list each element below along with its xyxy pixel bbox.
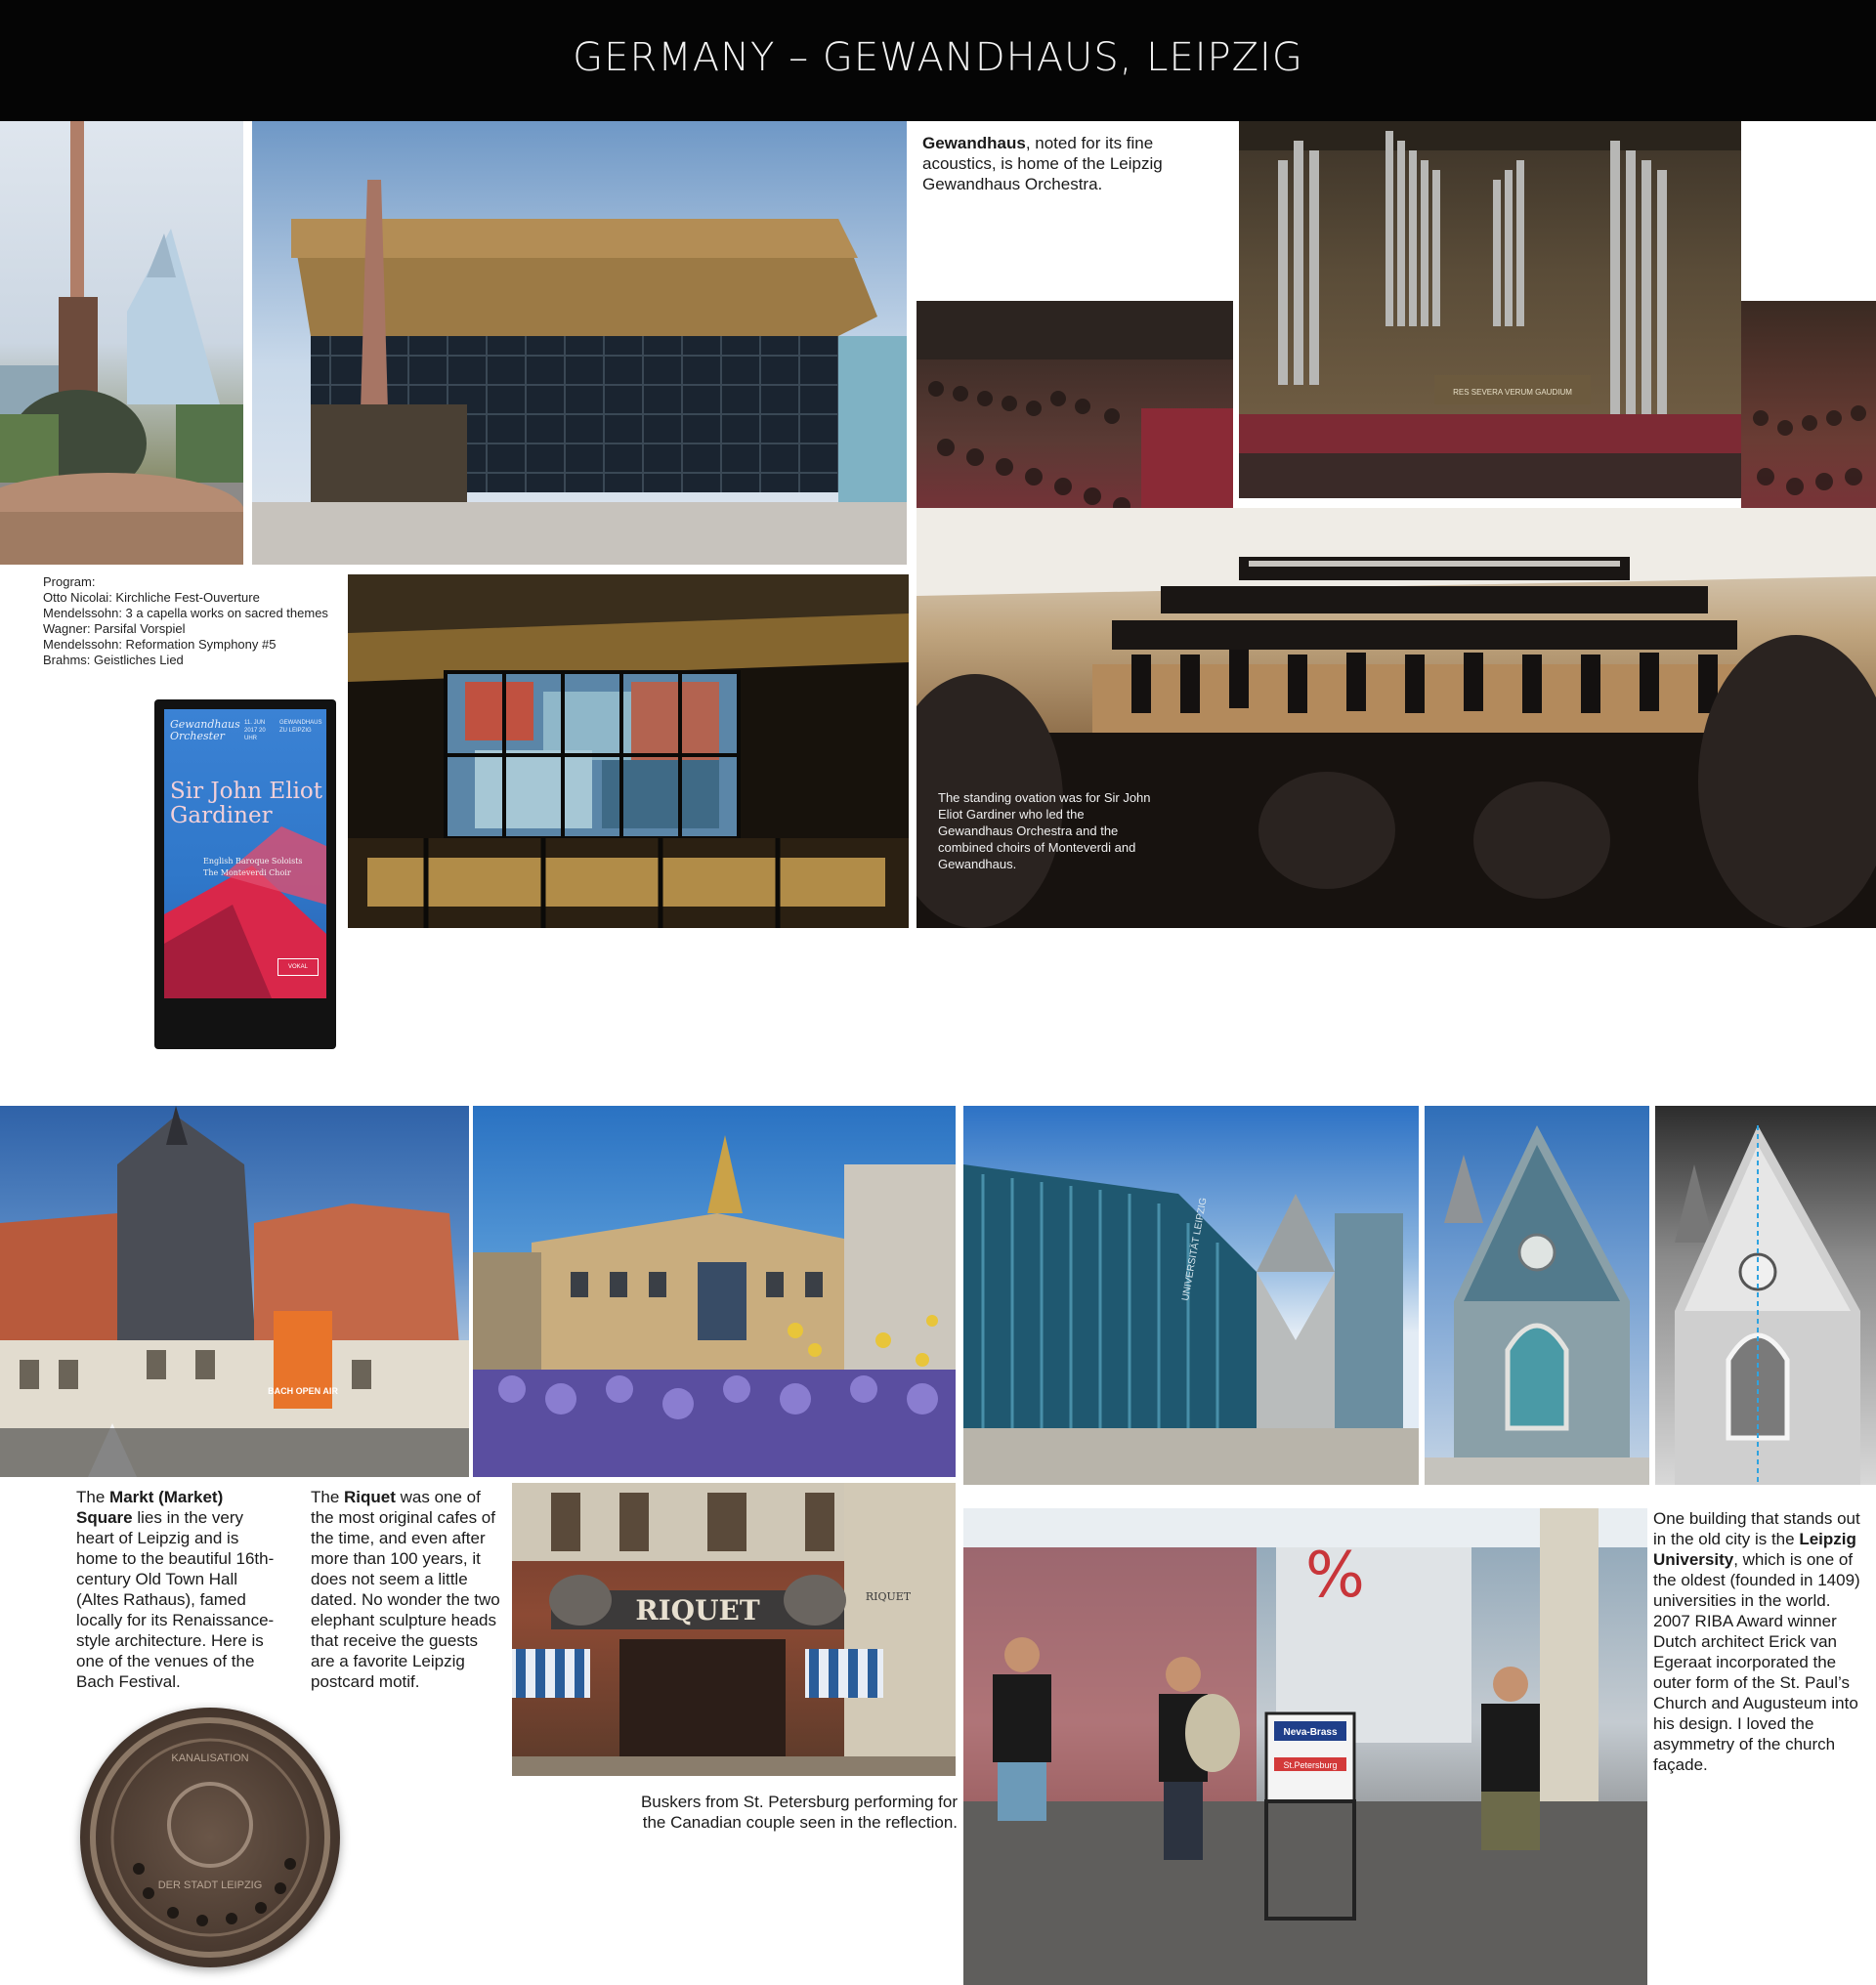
gewandhaus-caption-text: , noted for its fine acoustics, is home of the Leipzig Gewandhaus Orchestra. bbox=[922, 134, 1163, 193]
poster-logo: Gewandhaus Orchester bbox=[170, 718, 240, 742]
manhole-top-text: KANALISATION bbox=[171, 1753, 249, 1764]
poster-ensemble-2: The Monteverdi Choir bbox=[203, 868, 291, 877]
university-caption-pre: One building that stands out in the old city is the bbox=[1653, 1509, 1860, 1548]
university-caption-text: , which is one of the oldest (founded in 1409) universities in the world. 2007 RIBA Award winner Dutch architect Erick van Egeraat incorporated the outer form of the St. Paul’s Church and Augusteum into his design. I loved the asymmetry of the church façade. bbox=[1653, 1550, 1860, 1774]
audience-right-photo bbox=[1741, 301, 1876, 533]
church-facade-photo bbox=[1425, 1106, 1649, 1485]
gewandhaus-exterior-photo bbox=[252, 121, 907, 565]
university-caption-bold: Leipzig University bbox=[1653, 1530, 1856, 1569]
gewandhaus-caption bbox=[922, 133, 1230, 194]
university-caption bbox=[1653, 1508, 1870, 1775]
program-item: Mendelssohn: 3 a capella works on sacred themes bbox=[43, 606, 328, 620]
riquet-sign: RIQUET bbox=[635, 1594, 760, 1626]
riquet-caption-text: was one of the most original cafes of the time, and even after more than 100 years, it does not seem a little dated. No wonder the two elephant sculpture heads that receive the guests are a favorite Leipzig postcard motif. bbox=[311, 1488, 500, 1691]
manhole-bottom-text: DER STADT LEIPZIG bbox=[157, 1879, 263, 1891]
program-item: Wagner: Parsifal Vorspiel bbox=[43, 621, 186, 636]
busker-sign-name: Neva-Brass bbox=[1283, 1727, 1338, 1738]
page-header bbox=[0, 0, 1876, 121]
riquet-caption-bold: Riquet bbox=[344, 1488, 396, 1506]
riquet-cafe-photo bbox=[512, 1483, 956, 1776]
riquet-caption bbox=[311, 1487, 502, 1692]
concert-program bbox=[43, 574, 336, 668]
manhole-cover-photo bbox=[80, 1708, 340, 1967]
buskers-caption: Buskers from St. Petersburg performing for the Canadian couple seen in the reflection. bbox=[640, 1793, 958, 1832]
bach-banner-text: BACH OPEN AIR bbox=[268, 1386, 338, 1396]
page-title: GERMANY – GEWANDHAUS, LEIPZIG bbox=[573, 35, 1303, 80]
program-item: Mendelssohn: Reformation Symphony #5 bbox=[43, 637, 277, 652]
markt-caption bbox=[76, 1487, 276, 1692]
poster-tag: VOKAL bbox=[277, 958, 319, 976]
ovation-caption: The standing ovation was for Sir John Eliot Gardiner who led the Gewandhaus Orchestra and the combined choirs of Monteverdi and Gewandhaus. bbox=[938, 790, 1151, 871]
program-heading: Program: bbox=[43, 574, 96, 589]
busker-sign-city: St.Petersburg bbox=[1283, 1760, 1338, 1770]
shop-percent-sign: % bbox=[1305, 1540, 1365, 1612]
riquet-caption-pre: The bbox=[311, 1488, 345, 1506]
poster-venue: GEWANDHAUS ZU LEIPZIG bbox=[279, 720, 322, 734]
markt-square-photo bbox=[0, 1106, 469, 1477]
riquet-building-photo bbox=[473, 1106, 956, 1477]
program-item: Brahms: Geistliches Lied bbox=[43, 653, 184, 667]
markt-caption-bold: Markt (Market) Square bbox=[76, 1488, 224, 1527]
church-facade-bw-photo bbox=[1655, 1106, 1876, 1485]
gewandhaus-caption-bold: Gewandhaus bbox=[922, 134, 1026, 152]
buskers-photo bbox=[963, 1508, 1647, 1985]
organ-inscription: RES SEVERA VERUM GAUDIUM bbox=[1453, 388, 1572, 397]
program-item: Otto Nicolai: Kirchliche Fest-Ouverture bbox=[43, 590, 260, 605]
concert-poster-kiosk bbox=[154, 699, 336, 1049]
concert-poster bbox=[164, 709, 326, 998]
poster-date: 11. JUN 2017 20 UHR bbox=[244, 720, 266, 741]
concert-hall-organ-photo bbox=[1239, 121, 1741, 498]
poster-name: Sir John Eliot Gardiner bbox=[170, 779, 323, 828]
fountain-photo bbox=[0, 121, 243, 565]
poster-ensemble-1: English Baroque Soloists bbox=[203, 857, 303, 866]
audience-left-photo bbox=[917, 301, 1233, 533]
leipzig-university-photo bbox=[963, 1106, 1419, 1485]
riquet-sign-side: RIQUET bbox=[865, 1590, 912, 1603]
universitat-sign: UNIVERSITÄT LEIPZIG bbox=[1180, 1197, 1210, 1302]
gewandhaus-night-photo bbox=[348, 574, 909, 928]
markt-caption-text: lies in the very heart of Leipzig and is home to the beautiful 16th-century Old Town Hall (Altes Rathaus), famed locally for its Renaissance-style architecture. Here is one of the venues of the Bach Festival. bbox=[76, 1508, 275, 1691]
orchestra-ovation-photo bbox=[917, 508, 1876, 928]
markt-caption-pre: The bbox=[76, 1488, 110, 1506]
